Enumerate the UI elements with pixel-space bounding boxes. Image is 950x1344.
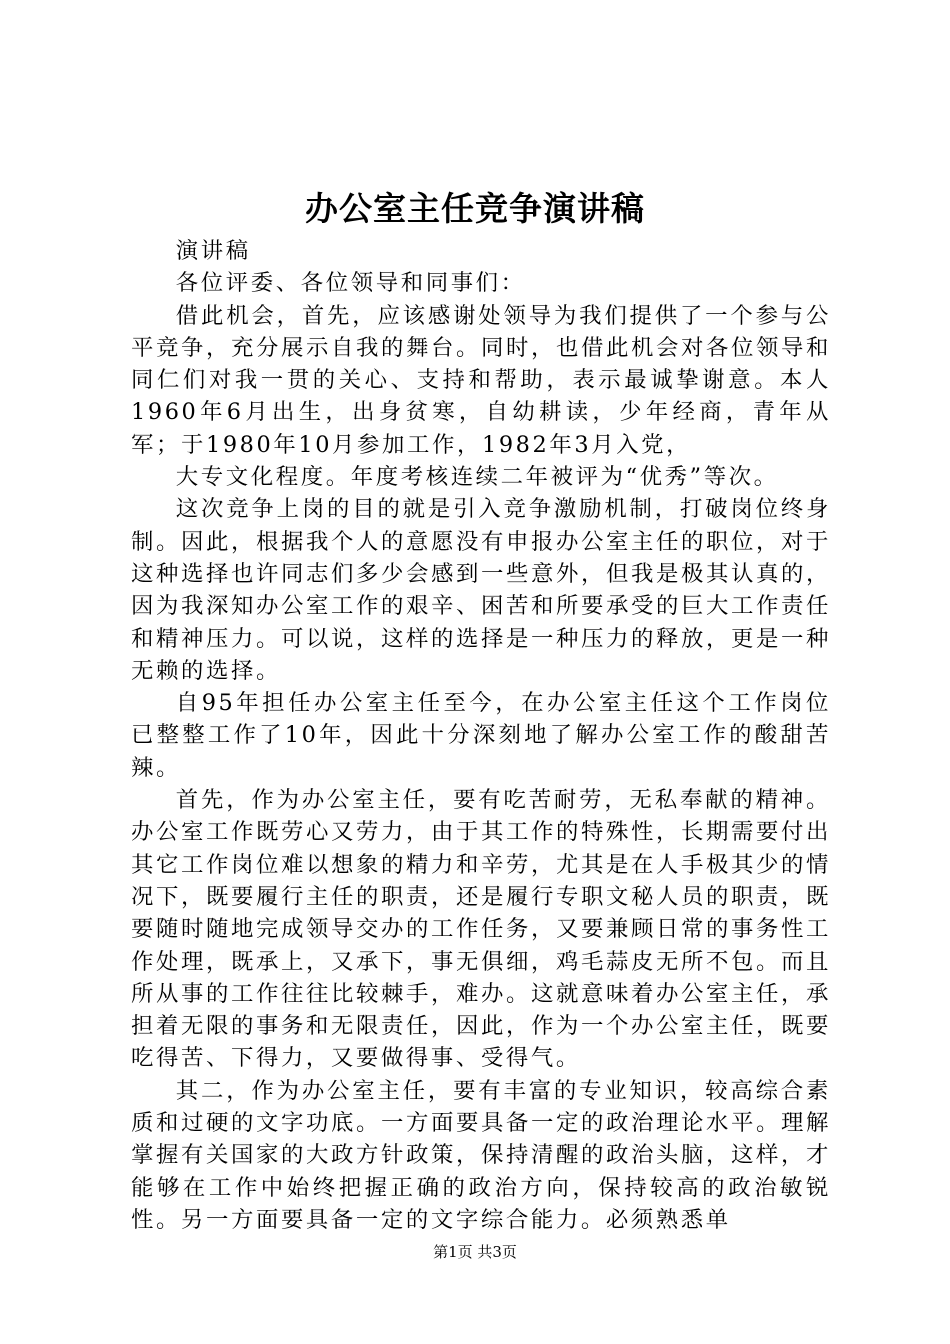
paragraph: 自95年担任办公室主任至今，在办公室主任这个工作岗位已整整工作了10年，因此十分深刻地了解办公室工作的酸甜苦辣。: [131, 690, 831, 781]
paragraph: 借此机会，首先，应该感谢处领导为我们提供了一个参与公平竞争，充分展示自我的舞台。同时，也借此机会对各位领导和同仁们对我一贯的关心、支持和帮助，表示最诚挚谢意。本人1960年6月出生，出身贫寒，自幼耕读，少年经商，青年从军；于1980年10月参加工作，1982年3月入党，: [131, 302, 831, 458]
paragraph: 其二，作为办公室主任，要有丰富的专业知识，较高综合素质和过硬的文字功底。一方面要具备一定的政治理论水平。理解掌握有关国家的大政方针政策，保持清醒的政治头脑，这样，才能够在工作中始终把握正确的政治方向，保持较高的政治敏锐性。另一方面要具备一定的文字综合能力。必须熟悉单: [131, 1077, 831, 1233]
paragraph: 大专文化程度。年度考核连续二年被评为“优秀”等次。: [175, 464, 779, 491]
paragraph-salutation: 各位评委、各位领导和同事们：: [175, 270, 526, 297]
document-body: [131, 235, 831, 1236]
document-title: 办公室主任竞争演讲稿: [305, 189, 645, 228]
paragraph-heading: 演讲稿: [175, 238, 251, 264]
paragraph: 首先，作为办公室主任，要有吃苦耐劳，无私奉献的精神。办公室工作既劳心又劳力，由于其工作的特殊性，长期需要付出其它工作岗位难以想象的精力和辛劳，尤其是在人手极其少的情况下，既要履行主任的职责，还是履行专职文秘人员的职责，既要随时随地完成领导交办的工作任务，又要兼顾日常的事务性工作处理，既承上，又承下，事无俱细，鸡毛蒜皮无所不包。而且所从事的工作往往比较棘手，难办。这就意味着办公室主任，承担着无限的事务和无限责任，因此，作为一个办公室主任，既要吃得苦、下得力，又要做得事、受得气。: [131, 787, 831, 1072]
paragraph: 这次竞争上岗的目的就是引入竞争激励机制，打破岗位终身制。因此，根据我个人的意愿没有申报办公室主任的职位，对于这种选择也许同志们多少会感到一些意外，但我是极其认真的，因为我深知办公室工作的艰辛、困苦和所要承受的巨大工作责任和精神压力。可以说，这样的选择是一种压力的释放，更是一种无赖的选择。: [131, 496, 831, 684]
page-number-footer: 第1页 共3页: [433, 1243, 517, 1261]
